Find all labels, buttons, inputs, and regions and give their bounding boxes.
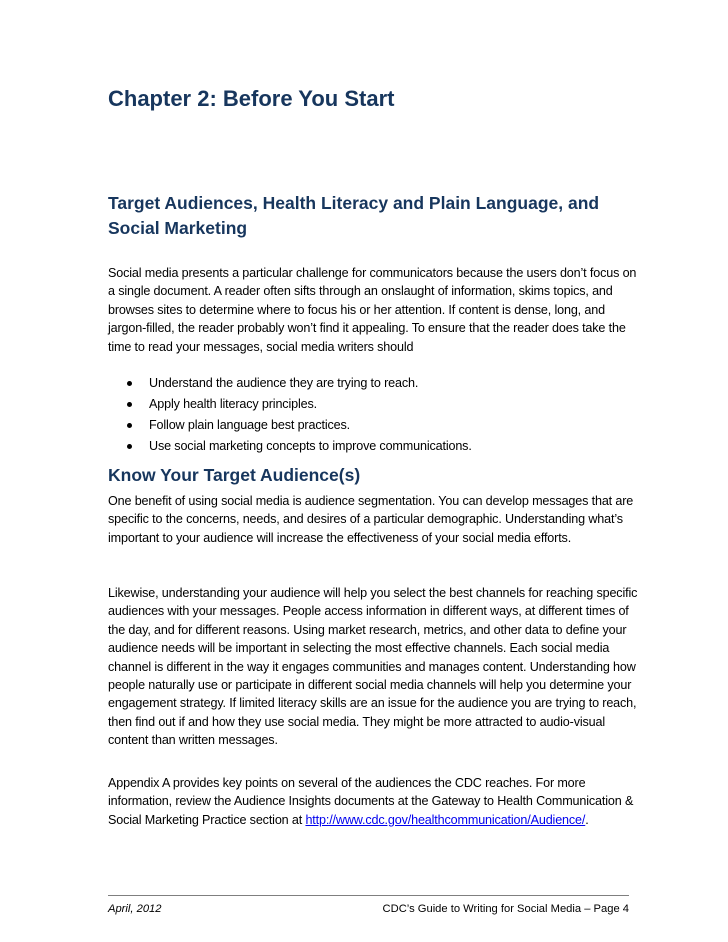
footer-divider — [108, 895, 629, 896]
audience-insights-link[interactable]: http://www.cdc.gov/healthcommunication/Audience/ — [305, 812, 586, 827]
bullet-text: Follow plain language best practices. — [149, 418, 350, 432]
section-heading-know-audience: Know Your Target Audience(s) — [108, 465, 361, 485]
channels-paragraph: Likewise, understanding your audience will help you select the best channels for reaching specific audiences with your messages. People access information in different ways, at different times of the day, and for different reasons. Using market research, metrics, and other data to define your audience needs will be important in selecting the most effective channels. Each social media channel is different in the way it engages communities and manages content. Understanding how people naturally use or participate in different social media channels will help you determine your engagement strategy. If limited literacy skills are an issue for the audience you are trying to reach, then find out if and how they use social media. They might be more attracted to audio-visual content than written messages. — [108, 586, 638, 748]
footer-date: April, 2012 — [108, 903, 162, 915]
section-heading-target-audiences: Target Audiences, Health Literacy and Plain Language, and Social Marketing — [108, 193, 600, 238]
bullet-icon — [127, 423, 132, 428]
bullet-text: Use social marketing concepts to improve communications. — [149, 439, 472, 453]
appendix-paragraph — [108, 774, 638, 829]
bullet-icon — [127, 444, 132, 449]
chapter-title: Chapter 2: Before You Start — [108, 86, 395, 111]
bullet-list — [108, 373, 472, 457]
appendix-text: Appendix A provides key points on several of the audiences the CDC reaches. For more information, review the Audience Insights documents at the Gateway to Health Communication & Social Marketing Practice section at — [108, 776, 634, 827]
bullet-text: Apply health literacy principles. — [149, 397, 317, 411]
bullet-item — [108, 415, 472, 436]
bullet-item — [108, 373, 472, 394]
bullet-text: Understand the audience they are trying to reach. — [149, 376, 419, 390]
intro-paragraph: Social media presents a particular challenge for communicators because the users don’t focus on a single document. A reader often sifts through an onslaught of information, skims topics, and browses sites to determine where to focus his or her attention. If content is dense, long, and jargon-filled, the reader probably won’t find it appealing. To ensure that the reader does take the time to read your messages, social media writers should — [108, 266, 637, 354]
segmentation-paragraph: One benefit of using social media is audience segmentation. You can develop messages that are specific to the concerns, needs, and desires of a particular demographic. Understanding what’s important to your audience will increase the effectiveness of your social media efforts. — [108, 494, 634, 545]
bullet-icon — [127, 381, 132, 386]
footer-title-page: CDC’s Guide to Writing for Social Media – Page 4 — [382, 903, 629, 915]
appendix-period: . — [585, 812, 589, 827]
bullet-item — [108, 394, 472, 415]
bullet-icon — [127, 402, 132, 407]
bullet-item — [108, 436, 472, 457]
